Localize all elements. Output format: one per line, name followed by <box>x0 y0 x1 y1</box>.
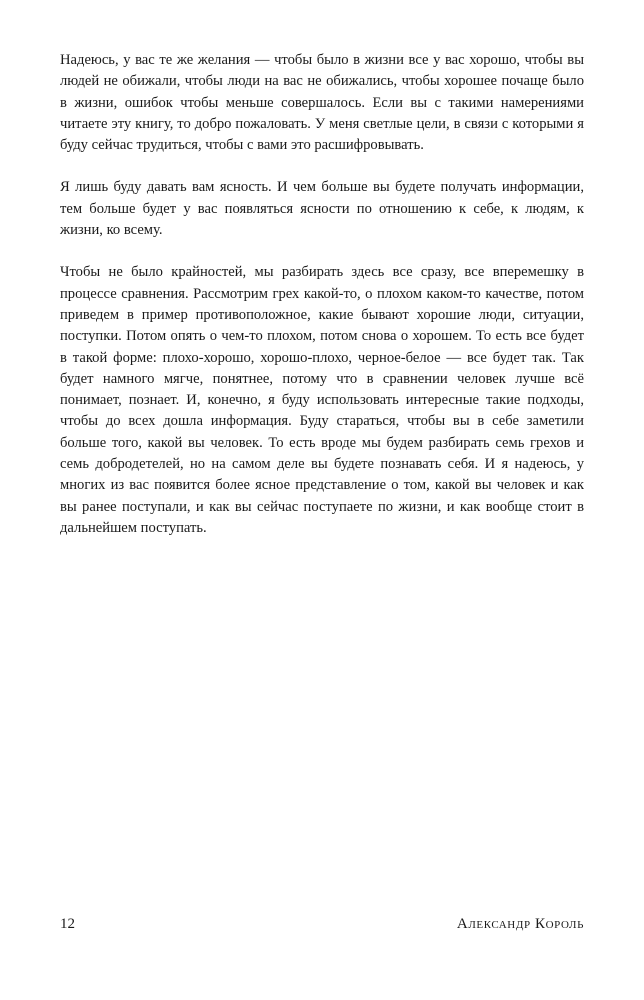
page-footer <box>60 916 584 938</box>
running-footer-author: Александр Король <box>456 916 584 932</box>
paragraph-1: Надеюсь, у вас те же желания — чтобы было в жизни все у вас хорошо, чтобы вы людей не обижали, чтобы люди на вас не обижались, чтобы хорошее почаще было в жизни, ошибок чтобы меньше совершалось. Если вы с такими намерениями читаете эту книгу, то добро пожаловать. У меня светлые цели, в связи с которыми я буду сейчас трудиться, чтобы с вами это расшифровывать. <box>60 52 584 154</box>
page-number: 12 <box>60 916 75 932</box>
paragraph-3: Чтобы не было крайностей, мы разбирать здесь все сразу, все вперемешку в процессе сравнения. Рассмотрим грех какой-то, о плохом каком-то качестве, потом приведем в пример противоположное, какие бывают хорошие люди, ситуации, поступки. Потом опять о чем-то плохом, потом снова о хорошем. То есть все будет в такой форме: плохо-хорошо, хорошо-плохо, черное-белое — все будет так. Так будет намного мягче, понятнее, потому что в сравнении человек лучше всё понимает, познает. И, конечно, я буду использовать интересные такие подходы, чтобы до всех дошла информация. Буду стараться, чтобы вы в себе заметили больше того, какой вы человек. То есть вроде мы будем разбирать семь грехов и семь добродетелей, но на самом деле вы будете познавать себя. И я надеюсь, у многих из вас появится более ясное представление о том, какой вы человек и как вы ранее поступали, и как вы сейчас поступаете по жизни, и как вообще стоит в дальнейшем поступать. <box>60 264 584 536</box>
body-text <box>60 50 584 560</box>
paragraph-2: Я лишь буду давать вам ясность. И чем больше вы будете получать информации, тем больше будет у вас появляться ясности по отношению к себе, к людям, к жизни, ко всему. <box>60 179 584 239</box>
